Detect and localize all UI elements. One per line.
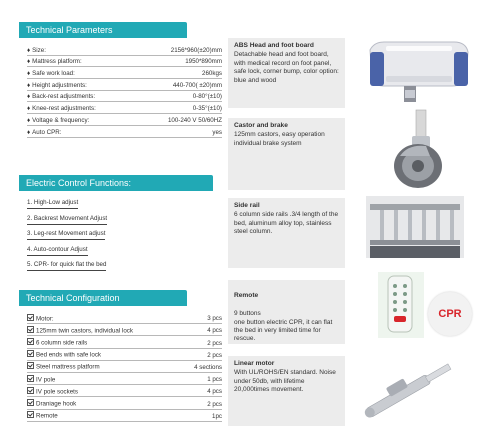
param-value: 100-240 V 50/60HZ — [167, 116, 222, 124]
config-label: Steel mattress platform — [27, 362, 100, 372]
config-value: 1 pcs — [207, 376, 222, 384]
tech-config-banner — [19, 290, 187, 306]
checkbox-icon — [27, 399, 34, 406]
config-label: Remote — [27, 411, 58, 421]
config-value: 3 pcs — [207, 315, 222, 323]
cpr-badge-image — [428, 292, 472, 336]
config-label: 6 column side rails — [27, 338, 87, 348]
config-row — [27, 373, 222, 385]
side-rail-image — [366, 196, 464, 258]
checkbox-icon — [27, 338, 34, 345]
control-item — [27, 256, 177, 271]
feature-head-board — [228, 38, 345, 108]
config-label: Bed ends with safe lock — [27, 350, 101, 360]
bullet-icon: ♦ — [27, 81, 31, 89]
config-row — [27, 349, 222, 361]
param-label: ♦ Mattress platform: — [27, 58, 82, 66]
param-label: ♦ Knee-rest adjustments: — [27, 105, 96, 113]
tech-config-list — [27, 312, 222, 422]
bullet-icon: ♦ — [27, 58, 31, 66]
config-row — [27, 385, 222, 397]
tech-params-banner — [19, 22, 187, 38]
feature-title: Castor and brake — [234, 122, 288, 129]
control-item-label: 5. CPR- for quick flat the bed — [27, 260, 106, 271]
param-value: 440-700( ±20)mm — [172, 81, 222, 89]
cpr-badge-label: CPR — [438, 308, 462, 320]
config-value: 2 pcs — [207, 351, 222, 359]
tech-params-list — [27, 44, 222, 138]
config-value: 4 sections — [194, 363, 222, 371]
feature-text: 125mm castors, easy operation individual brake system — [234, 131, 325, 147]
feature-text: 9 buttons one button electric CPR, it can flat the bed in very limited time for rescue. — [234, 310, 333, 343]
checkbox-icon — [27, 314, 34, 321]
electric-title: Electric Control Functions: — [26, 178, 132, 188]
bullet-icon: ♦ — [27, 46, 31, 54]
control-item-label: 4. Auto-contour Adjust — [27, 245, 88, 256]
param-value: 2156*960(±20)mm — [170, 46, 222, 54]
feature-text: Detachable head and foot board, with medical record on foot panel, safe lock, corner bump, color option: blue and wood — [234, 51, 339, 84]
feature-title: ABS Head and foot board — [234, 42, 314, 49]
bullet-icon: ♦ — [27, 116, 31, 124]
param-row — [27, 114, 222, 126]
feature-side-rail — [228, 198, 345, 268]
config-label: Draniage hook — [27, 399, 76, 409]
config-value: 2 pcs — [207, 339, 222, 347]
param-row — [27, 44, 222, 56]
config-row — [27, 410, 222, 422]
param-row — [27, 56, 222, 68]
checkbox-icon — [27, 411, 34, 418]
feature-title: Remote — [234, 292, 259, 300]
param-label: ♦ Voltage & frequency: — [27, 116, 90, 124]
config-label: Motor: — [27, 314, 54, 324]
feature-remote — [228, 280, 345, 344]
control-item-label: 2. Backrest Movement Adjust — [27, 214, 107, 225]
checkbox-icon — [27, 326, 34, 333]
control-item — [27, 209, 177, 224]
config-value: 4 pcs — [207, 327, 222, 335]
param-label: ♦ Back-rest adjustments: — [27, 93, 96, 101]
param-label: ♦ Height adjustments: — [27, 81, 87, 89]
feature-text: With UL/ROHS/EN standard. Noise under 50db, with lifetime 20,000times movement. — [234, 369, 336, 394]
control-item — [27, 240, 177, 255]
config-row — [27, 397, 222, 409]
param-value: yes — [212, 128, 222, 136]
param-value: 260kgs — [202, 70, 222, 78]
checkbox-icon — [27, 387, 34, 394]
checkbox-icon — [27, 350, 34, 357]
tech-params-title: Technical Parameters — [26, 25, 113, 35]
electric-list — [27, 194, 177, 271]
feature-text: 6 column side rails .3/4 length of the bed, aluminum alloy top, stainless steel column. — [234, 211, 339, 236]
feature-title: Linear motor — [234, 360, 275, 367]
control-item-label: 3. Leg-rest Movement adjust — [27, 229, 105, 240]
config-row — [27, 361, 222, 373]
control-item — [27, 194, 177, 209]
control-item — [27, 225, 177, 240]
checkbox-icon — [27, 375, 34, 382]
param-row — [27, 79, 222, 91]
param-row — [27, 91, 222, 103]
checkbox-icon — [27, 362, 34, 369]
config-value: 2 pcs — [207, 400, 222, 408]
param-value: 1950*890mm — [185, 58, 222, 66]
electric-banner — [19, 175, 213, 191]
config-row — [27, 312, 222, 324]
config-value: 4 pcs — [207, 388, 222, 396]
remote-image — [378, 272, 424, 338]
config-value: 1pc — [212, 412, 222, 420]
param-label: ♦ Safe work load: — [27, 70, 75, 78]
config-label: 125mm twin castors, individual lock — [27, 326, 133, 336]
head-board-image — [362, 32, 474, 104]
control-item-label: 1. High-Low adjust — [27, 198, 78, 209]
bullet-icon: ♦ — [27, 93, 31, 101]
feature-castor — [228, 118, 345, 190]
param-label: ♦ Size: — [27, 46, 46, 54]
param-value: 0-35°(±10) — [192, 105, 222, 113]
param-row — [27, 126, 222, 138]
feature-title: Side rail — [234, 202, 260, 209]
param-value: 0-80°(±10) — [192, 93, 222, 101]
linear-motor-image — [352, 358, 462, 424]
bullet-icon: ♦ — [27, 105, 31, 113]
param-row — [27, 67, 222, 79]
config-label: IV pole — [27, 375, 55, 385]
tech-config-title: Technical Configuration — [26, 293, 120, 303]
param-row — [27, 102, 222, 114]
castor-image — [378, 108, 458, 192]
config-row — [27, 336, 222, 348]
feature-linear-motor — [228, 356, 345, 426]
config-row — [27, 324, 222, 336]
bullet-icon: ♦ — [27, 70, 31, 78]
config-label: IV pole sockets — [27, 387, 78, 397]
bullet-icon: ♦ — [27, 128, 31, 136]
param-label: ♦ Auto CPR: — [27, 128, 62, 136]
